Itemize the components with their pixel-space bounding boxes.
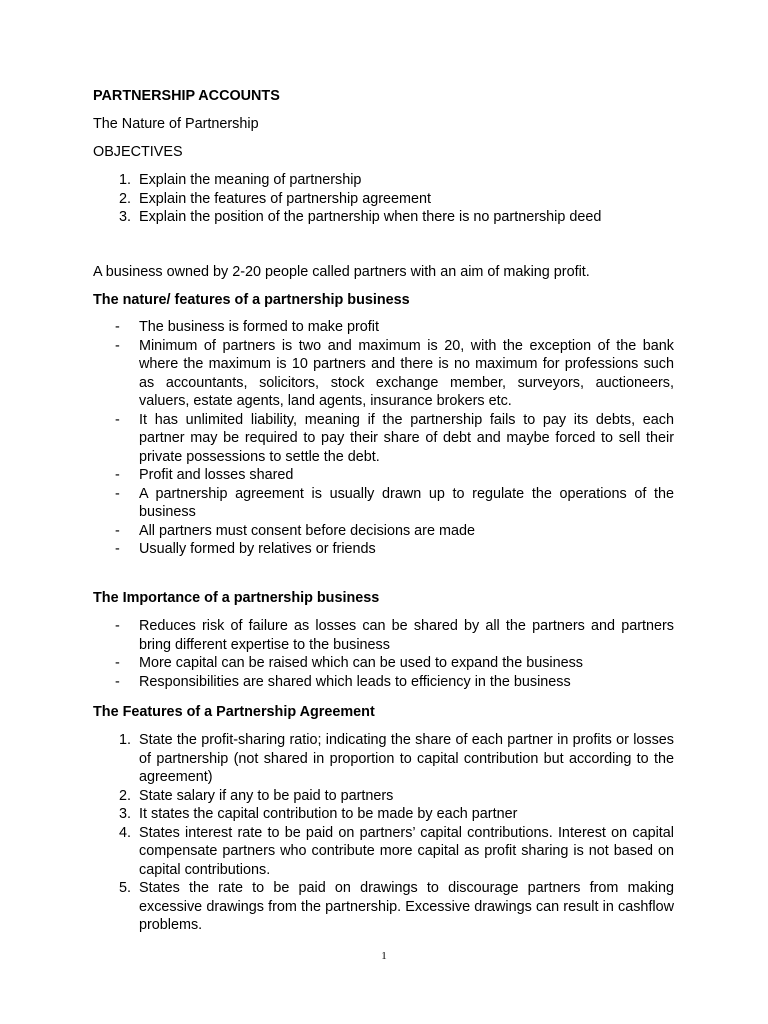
agreement-heading: The Features of a Partnership Agreement <box>93 704 375 720</box>
list-dash: - <box>115 319 120 335</box>
list-number: 1. <box>118 172 131 188</box>
list-item <box>93 171 674 190</box>
list-number: 2. <box>118 190 131 207</box>
list-dash: - <box>115 673 120 690</box>
list-number: 5. <box>118 880 131 896</box>
list-item <box>93 190 674 209</box>
list-dash: - <box>115 541 120 557</box>
list-item-text: Explain the meaning of partnership <box>139 172 362 188</box>
list-number: 4. <box>118 824 131 841</box>
list-item-text: More capital can be raised which can be used to expand the business <box>139 655 583 671</box>
list-item-text: A partnership agreement is usually drawn up to regulate the operations of the business <box>139 485 674 520</box>
list-dash: - <box>115 618 120 634</box>
list-item <box>93 805 674 824</box>
importance-heading: The Importance of a partnership business <box>93 590 380 606</box>
list-item-text: Usually formed by relatives or friends <box>139 541 376 557</box>
document-title: PARTNERSHIP ACCOUNTS <box>93 88 280 104</box>
list-item-text: State the profit-sharing ratio; indicating the share of each partner in profits or losses of partnership (not shared in proportion to capital contribution but according to the agreement) <box>139 732 674 785</box>
list-item <box>93 411 674 467</box>
list-item <box>93 485 674 522</box>
list-dash: - <box>115 337 120 354</box>
list-item <box>93 337 674 411</box>
list-item-text: Profit and losses shared <box>139 467 294 483</box>
list-item-text: State salary if any to be paid to partners <box>139 787 394 804</box>
list-number: 1. <box>118 732 131 748</box>
list-dash: - <box>115 411 120 428</box>
list-dash: - <box>115 485 120 502</box>
list-item <box>93 208 674 227</box>
nature-list <box>93 318 674 559</box>
list-item-text: All partners must consent before decisions are made <box>139 522 475 539</box>
list-item <box>93 617 674 654</box>
document-subtitle: The Nature of Partnership <box>93 116 259 132</box>
partnership-definition: A business owned by 2-20 people called partners with an aim of making profit. <box>93 264 590 280</box>
list-item-text: States the rate to be paid on drawings to discourage partners from making excessive drawings from the partnership. Excessive drawings can result in cashflow problems. <box>139 880 674 933</box>
list-item <box>93 540 674 559</box>
page-number: 1 <box>381 950 387 962</box>
list-item <box>93 654 674 673</box>
list-item-text: The business is formed to make profit <box>139 319 379 335</box>
nature-heading: The nature/ features of a partnership business <box>93 292 410 308</box>
list-item-text: Responsibilities are shared which leads to efficiency in the business <box>139 673 571 690</box>
list-item-text: States interest rate to be paid on partners’ capital contributions. Interest on capital compensate partners who contribute more capital as profit sharing is not based on capital contributions. <box>139 824 674 878</box>
list-item-text: It states the capital contribution to be made by each partner <box>139 806 518 822</box>
list-item <box>93 522 674 541</box>
objectives-list <box>93 171 674 227</box>
list-item-text: Explain the position of the partnership when there is no partnership deed <box>139 209 602 225</box>
list-item-text: It has unlimited liability, meaning if the partnership fails to pay its debts, each partner may be required to pay their share of debt and maybe forced to sell their private possessions to settle the debt. <box>139 411 674 465</box>
list-item <box>93 879 674 935</box>
list-item <box>93 787 674 806</box>
list-item <box>93 466 674 485</box>
list-item <box>93 824 674 880</box>
list-dash: - <box>115 655 120 671</box>
agreement-list <box>93 731 674 935</box>
list-number: 2. <box>118 787 131 804</box>
list-dash: - <box>115 522 120 539</box>
list-item-text: Reduces risk of failure as losses can be shared by all the partners and partners bring different expertise to the business <box>139 618 674 653</box>
list-item-text: Explain the features of partnership agreement <box>139 190 431 207</box>
objectives-heading: OBJECTIVES <box>93 144 183 160</box>
list-item <box>93 673 674 692</box>
importance-list <box>93 617 674 691</box>
list-item-text: Minimum of partners is two and maximum is 20, with the exception of the bank where the maximum is 10 partners and there is no maximum for professions such as accountants, solicitors, stock exchange member, surveyors, auctioneers, valuers, estate agents, land agents, insurance brokers etc. <box>139 337 674 409</box>
list-number: 3. <box>118 209 131 225</box>
list-number: 3. <box>118 806 131 822</box>
list-dash: - <box>115 467 120 483</box>
list-item <box>93 731 674 787</box>
list-item <box>93 318 674 337</box>
